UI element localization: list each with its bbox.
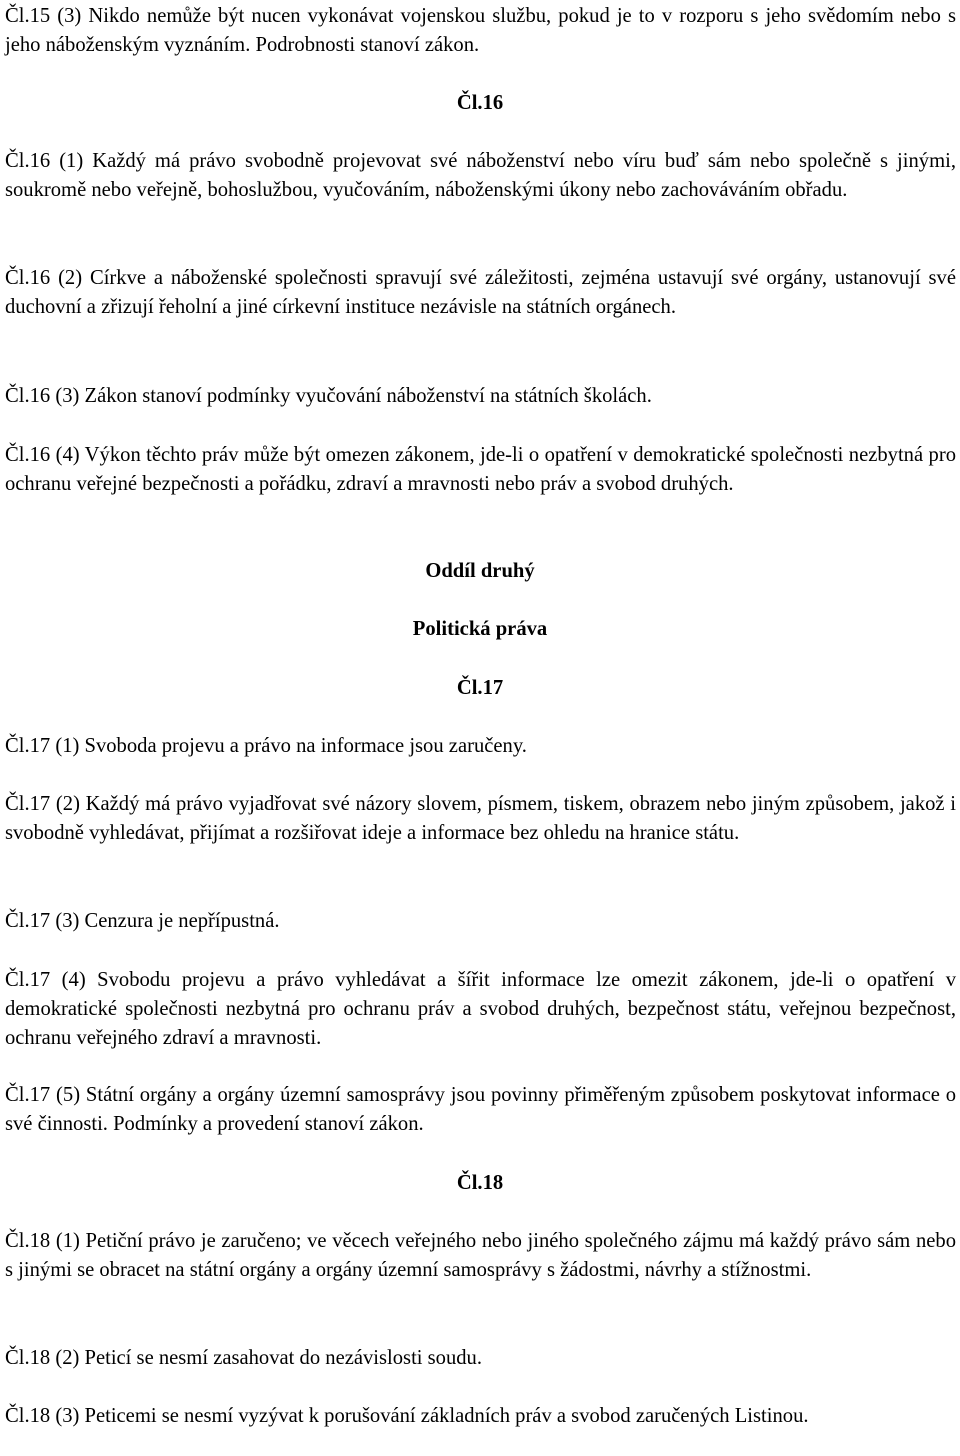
paragraph-article-16-1: Čl.16 (1) Každý má právo svobodně projevovat své náboženství nebo víru buď sám nebo společně s jinými, soukromě nebo veřejně, bohoslužbou, vyučováním, náboženskými úkony nebo zachováváním obřadu. [5,150,956,201]
paragraph-article-17-3: Čl.17 (3) Cenzura je nepřípustná. [5,910,280,932]
paragraph-article-18-2: Čl.18 (2) Peticí se nesmí zasahovat do nezávislosti soudu. [5,1347,483,1369]
paragraph-article-17-4: Čl.17 (4) Svobodu projevu a právo vyhledávat a šířit informace lze omezit zákonem, jde-li o opatření v demokratické společnosti nezbytná pro ochranu práv a svobod druhých, bezpečnost státu, veřejnou bezpečnost, ochranu veřejného zdraví a mravnosti. [5,969,956,1049]
heading-section: Oddíl druhý [425,560,535,582]
heading-article-17: Čl.17 [456,677,504,699]
paragraph-article-16-3: Čl.16 (3) Zákon stanoví podmínky vyučování náboženství na státních školách. [5,385,652,407]
heading-article-18: Čl.18 [456,1172,504,1194]
heading-section-title: Politická práva [412,618,548,640]
paragraph-article-17-2: Čl.17 (2) Každý má právo vyjadřovat své názory slovem, písmem, tiskem, obrazem nebo jiným způsobem, jakož i svobodně vyhledávat, přijímat a rozšiřovat ideje a informace bez ohledu na hranice státu. [5,793,956,844]
paragraph-article-16-4: Čl.16 (4) Výkon těchto práv může být omezen zákonem, jde-li o opatření v demokratické společnosti nezbytná pro ochranu veřejné bezpečnosti a pořádku, zdraví a mravnosti nebo práv a svobod druhých. [5,444,956,495]
paragraph-article-18-3: Čl.18 (3) Peticemi se nesmí vyzývat k porušování základních práv a svobod zaručených Listinou. [5,1405,809,1427]
paragraph-article-17-5: Čl.17 (5) Státní orgány a orgány územní samosprávy jsou povinny přiměřeným způsobem poskytovat informace o své činnosti. Podmínky a provedení stanoví zákon. [5,1084,956,1135]
heading-article-16: Čl.16 [456,92,504,114]
paragraph-article-16-2: Čl.16 (2) Církve a náboženské společnosti spravují své záležitosti, zejména ustavují své orgány, ustanovují své duchovní a zřizují řeholní a jiné církevní instituce nezávisle na státních orgánech. [5,267,956,318]
paragraph-article-17-1: Čl.17 (1) Svoboda projevu a právo na informace jsou zaručeny. [5,735,527,757]
paragraph-article-18-1: Čl.18 (1) Petiční právo je zaručeno; ve věcech veřejného nebo jiného společného zájmu má každý právo sám nebo s jinými se obracet na státní orgány a orgány územní samosprávy s žádostmi, návrhy a stížnostmi. [5,1230,956,1281]
paragraph-article-15-3: Čl.15 (3) Nikdo nemůže být nucen vykonávat vojenskou službu, pokud je to v rozporu s jeho svědomím nebo s jeho náboženským vyznáním. Podrobnosti stanoví zákon. [5,5,956,56]
